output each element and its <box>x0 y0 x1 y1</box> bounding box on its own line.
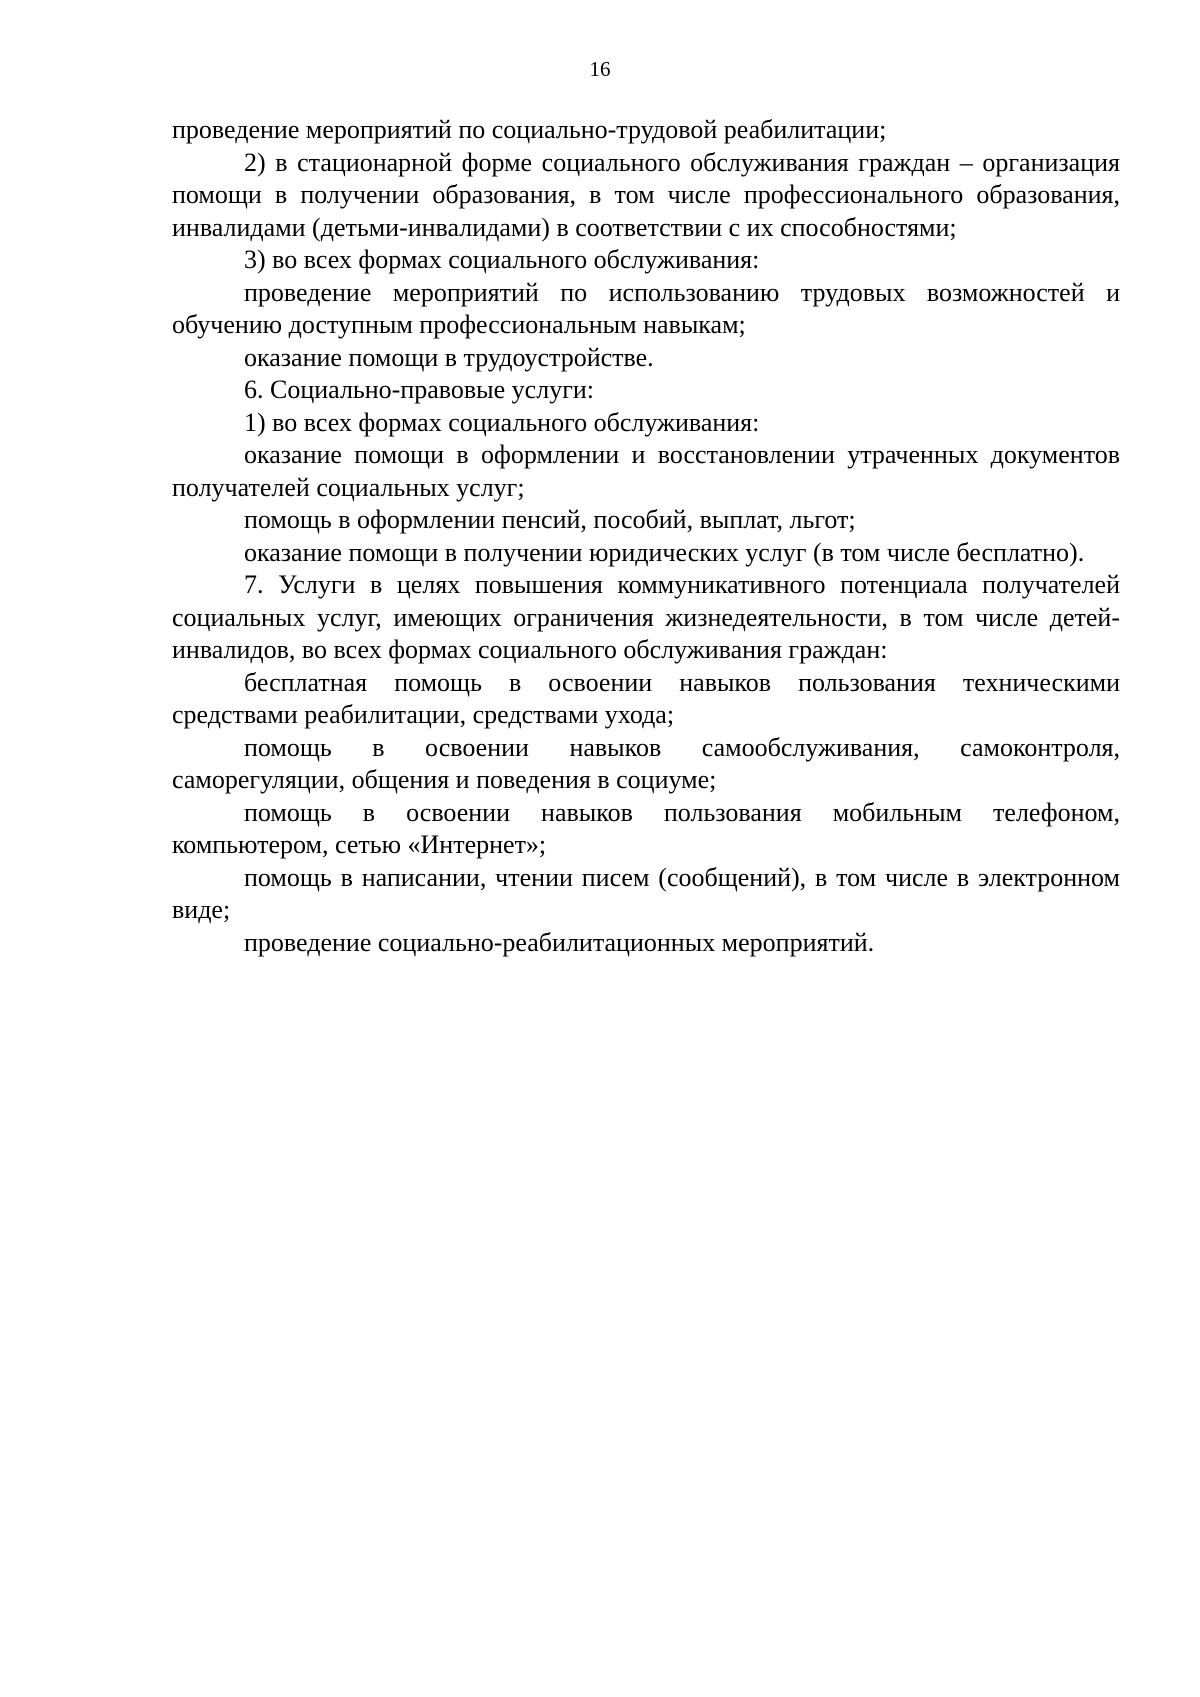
paragraph: оказание помощи в получении юридических услуг (в том числе бесплатно). <box>244 537 1085 567</box>
page-number: 16 <box>589 57 611 81</box>
paragraph: 3) во всех формах социального обслуживания: <box>244 245 760 274</box>
paragraph: оказание помощи в трудоустройстве. <box>244 342 654 372</box>
paragraph: помощь в оформлении пенсий, пособий, выплат, льгот; <box>244 505 856 534</box>
section-heading: 7. Услуги в целях повышения коммуникативного потенциала получателей социальных услуг, имеющих ограничения жизнедеятельности, в том числе детей-инвалидов, во всех формах социального обслуживания граждан: <box>172 570 1120 664</box>
paragraph: оказание помощи в оформлении и восстановлении утраченных документов получателей социальных услуг; <box>172 440 1120 502</box>
paragraph: помощь в освоении навыков самообслуживания, самоконтроля, саморегуляции, общения и поведения в социуме; <box>172 732 1120 794</box>
paragraph: проведение мероприятий по использованию трудовых возможностей и обучению доступным профессиональным навыкам; <box>172 277 1120 339</box>
section-heading: 6. Социально-правовые услуги: <box>244 375 594 404</box>
paragraph: помощь в написании, чтении писем (сообщений), в том числе в электронном виде; <box>172 862 1120 924</box>
paragraph: проведение социально-реабилитационных мероприятий. <box>244 927 875 957</box>
paragraph: помощь в освоении навыков пользования мобильным телефоном, компьютером, сетью «Интернет»; <box>172 797 1120 859</box>
document-body <box>172 114 1120 959</box>
paragraph: проведение мероприятий по социально-трудовой реабилитации; <box>172 115 887 144</box>
paragraph: бесплатная помощь в освоении навыков пользования техническими средствами реабилитации, средствами ухода; <box>172 667 1120 729</box>
paragraph: 2) в стационарной форме социального обслуживания граждан – организация помощи в получении образования, в том числе профессионального образования, инвалидами (детьми-инвалидами) в соответствии с их способностями; <box>172 147 1120 242</box>
paragraph: 1) во всех формах социального обслуживания: <box>244 407 760 437</box>
